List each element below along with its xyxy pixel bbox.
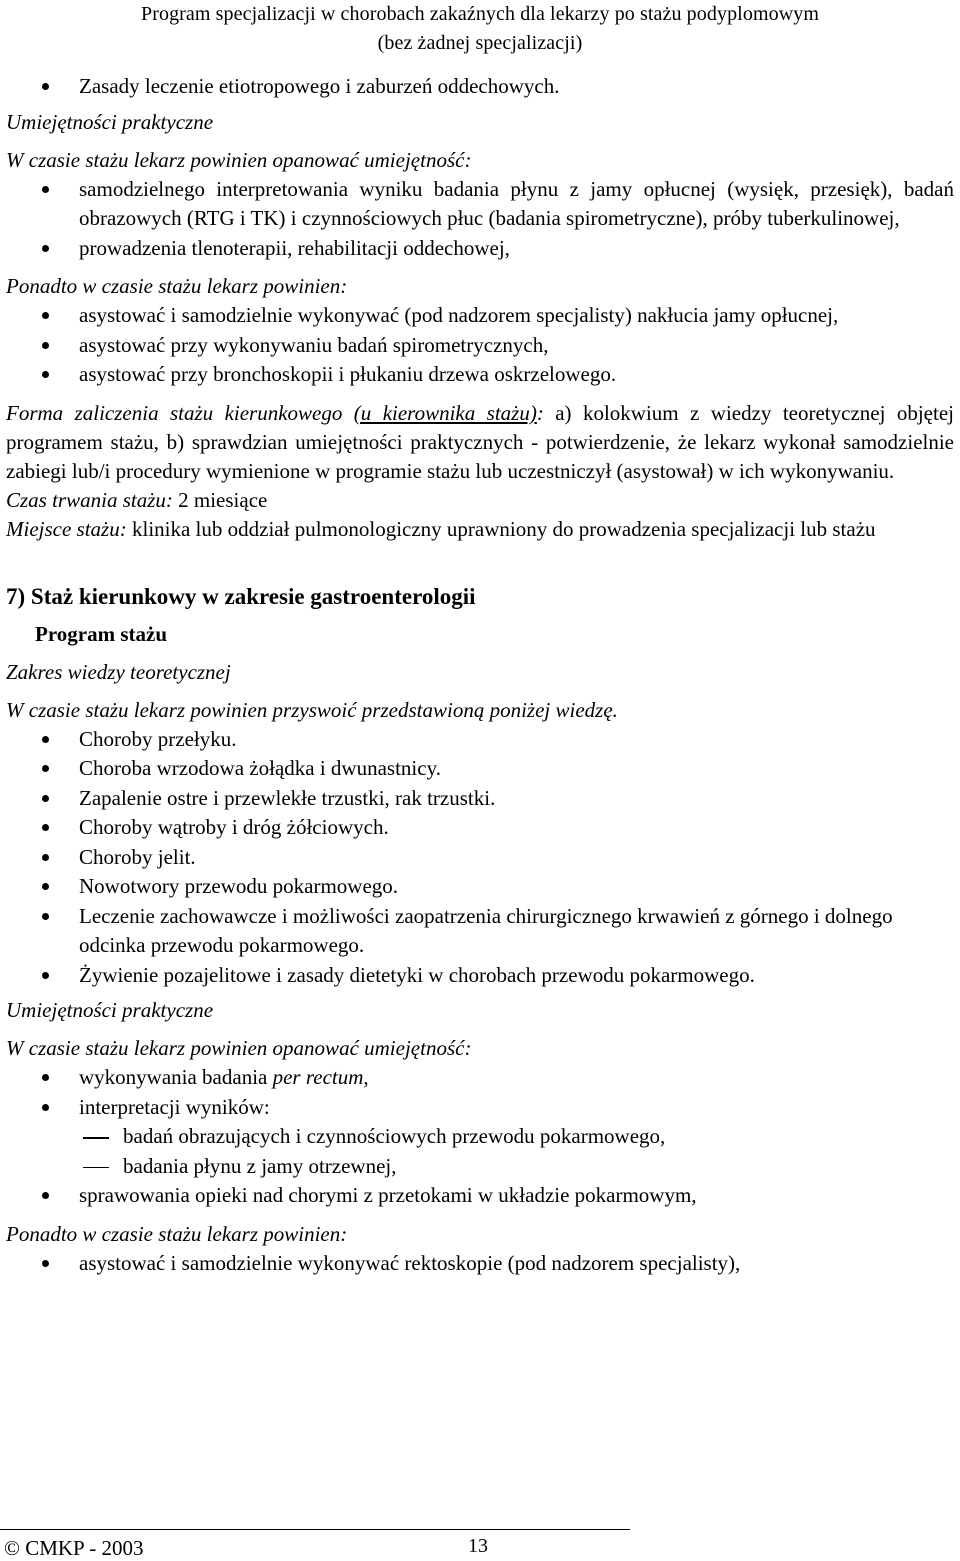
list-item <box>6 1063 954 1093</box>
knowledge-intro: W czasie stażu lekarz powinien przyswoić przedstawioną poniżej wiedzę. <box>6 697 618 722</box>
section-title-skills-2: Umiejętności praktyczne <box>6 998 214 1022</box>
completion-form-text: a) kolokwium z wiedzy teoretycznej objętej programem stażu, b) sprawdzian umiejętności praktycznych - potwierdzenie, że lekarz wykonał samodzielnie zabiegi lub/i procedury wymienione w programie stażu lub uczestniczył (asystował) w ich wykonywaniu. <box>6 400 954 483</box>
list-item: Zapalenie ostre i przewlekłe trzustki, rak trzustki. <box>6 784 954 814</box>
completion-form-paragraph <box>6 399 954 486</box>
completion-form-colon: : <box>536 400 544 425</box>
section-heading-gastroenterology: 7) Staż kierunkowy w zakresie gastroenterologii <box>6 583 476 609</box>
program-label: Program stażu <box>35 621 167 646</box>
skill-suffix: , <box>363 1065 369 1089</box>
header-title: Program specjalizacji w chorobach zakaźnych dla lekarzy po stażu podyplomowym <box>140 3 819 25</box>
list-item: sprawowania opieki nad chorymi z przetokami w układzie pokarmowym, <box>6 1181 954 1211</box>
skill-text: wykonywania badania <box>79 1065 273 1089</box>
skills-list <box>6 175 954 264</box>
list-item: Choroby wątroby i dróg żółciowych. <box>6 813 954 843</box>
section-title-skills: Umiejętności praktyczne <box>6 109 214 134</box>
additional-duties-intro: Ponadto w czasie stażu lekarz powinien: <box>6 274 348 298</box>
header-subtitle: (bez żadnej specjalizacji) <box>377 32 583 54</box>
knowledge-list <box>6 725 954 991</box>
list-item: samodzielnego interpretowania wyniku badania płynu z jamy opłucnej (wysięk, przesięk), badań obrazowych (RTG i TK) i czynnościowych płuc (badania spirometryczne), próby tuberkulinowej, <box>6 175 954 234</box>
list-item: Choroby jelit. <box>6 843 954 873</box>
skills-list-2 <box>6 1063 954 1211</box>
completion-form-supervisor: (u kierownika stażu) <box>353 400 537 425</box>
continued-knowledge-list <box>6 72 954 102</box>
location-label: Miejsce stażu: <box>6 516 127 541</box>
list-item: Leczenie zachowawcze i możliwości zaopatrzenia chirurgicznego krwawień z górnego i dolnego odcinka przewodu pokarmowego. <box>6 902 954 961</box>
skills-intro-2: W czasie stażu lekarz powinien opanować umiejętność: <box>6 1036 472 1060</box>
list-item: asystować i samodzielnie wykonywać (pod nadzorem specjalisty) nakłucia jamy opłucnej, <box>6 301 954 331</box>
page-header <box>0 0 960 58</box>
list-item: Choroby przełyku. <box>6 725 954 755</box>
list-item: asystować przy bronchoskopii i płukaniu drzewa oskrzelowego. <box>6 360 954 390</box>
list-item: Choroba wrzodowa żołądka i dwunastnicy. <box>6 754 954 784</box>
skills-intro: W czasie stażu lekarz powinien opanować umiejętność: <box>6 147 472 172</box>
additional-duties-intro-2: Ponadto w czasie stażu lekarz powinien: <box>6 1221 348 1246</box>
footer-divider <box>0 1529 630 1530</box>
list-item: interpretacji wyników: <box>6 1093 954 1123</box>
list-item: asystować przy wykonywaniu badań spirometrycznych, <box>6 331 954 361</box>
list-item: Nowotwory przewodu pokarmowego. <box>6 872 954 902</box>
duration-line <box>6 486 954 515</box>
additional-duties-list-2 <box>6 1249 954 1279</box>
list-item: Żywienie pozajelitowe i zasady dietetyki w chorobach przewodu pokarmowego. <box>6 961 954 991</box>
duration-label: Czas trwania stażu: <box>6 487 173 512</box>
location-paragraph <box>6 515 954 544</box>
location-text: klinika lub oddział pulmonologiczny uprawniony do prowadzenia specjalizacji lub stażu <box>126 516 876 541</box>
page-number: 13 <box>468 1535 488 1557</box>
list-item: Zasady leczenie etiotropowego i zaburzeń oddechowych. <box>6 72 954 102</box>
footer-copyright: © CMKP - 2003 <box>4 1536 144 1560</box>
duration-value: 2 miesiące <box>172 487 268 512</box>
document-body <box>6 72 954 1278</box>
section-title-knowledge: Zakres wiedzy teoretycznej <box>6 659 231 684</box>
completion-form-label: Forma zaliczenia stażu kierunkowego <box>6 400 343 425</box>
list-item: prowadzenia tlenoterapii, rehabilitacji oddechowej, <box>6 234 954 264</box>
skill-latin-term: per rectum <box>272 1065 364 1089</box>
list-item: asystować i samodzielnie wykonywać rektoskopie (pod nadzorem specjalisty), <box>6 1249 954 1279</box>
additional-duties-list <box>6 301 954 390</box>
sub-list-item: badania płynu z jamy otrzewnej, <box>6 1152 954 1182</box>
sub-list-item: badań obrazujących i czynnościowych przewodu pokarmowego, <box>6 1122 954 1152</box>
